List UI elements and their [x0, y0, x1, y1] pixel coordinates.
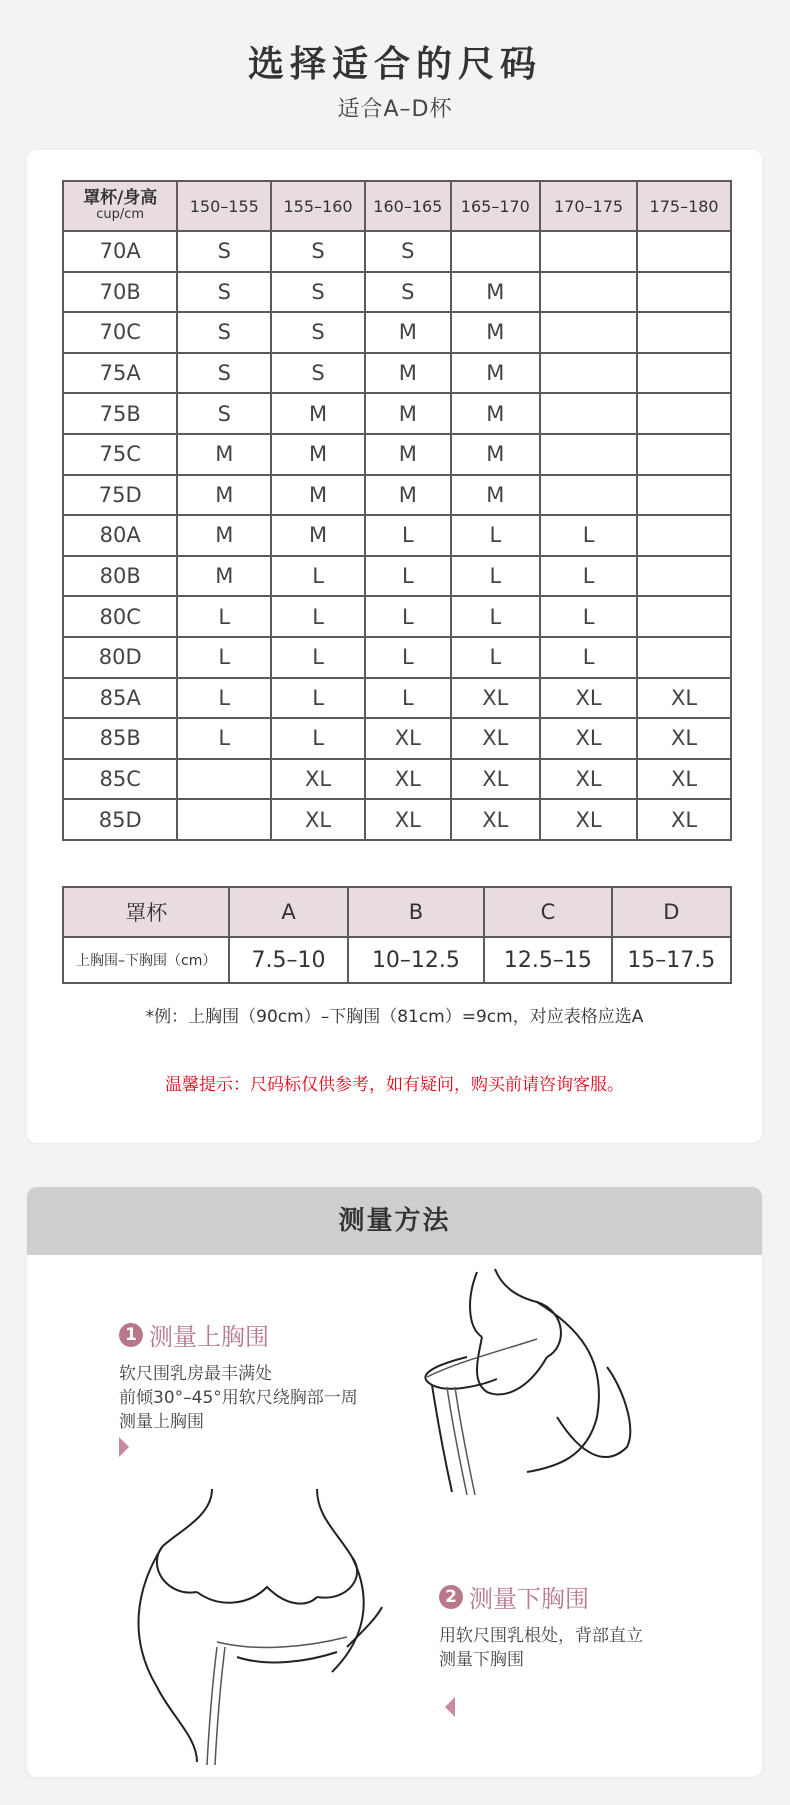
size-cell [540, 312, 637, 353]
size-cell: L [365, 678, 451, 719]
size-cell: XL [451, 799, 540, 840]
size-cell: L [271, 678, 365, 719]
size-cell [637, 637, 731, 678]
size-table-row [63, 312, 731, 353]
size-cell [540, 272, 637, 313]
size-cell: M [365, 393, 451, 434]
size-cell: M [365, 434, 451, 475]
step-1 [119, 1317, 358, 1434]
size-cell: M [365, 475, 451, 516]
size-cell: L [177, 718, 271, 759]
size-cell [637, 231, 731, 272]
size-table-row [63, 678, 731, 719]
size-cell [637, 556, 731, 597]
upper-bust-illustration [407, 1267, 707, 1497]
size-cell: S [177, 272, 271, 313]
size-cell [540, 475, 637, 516]
size-table-row [63, 596, 731, 637]
example-note: *例：上胸围（90cm）–下胸围（81cm）=9cm，对应表格应选A [145, 1007, 644, 1027]
cup-size-label: 70A [63, 231, 177, 272]
cup-cell: 10–12.5 [348, 937, 485, 983]
size-cell: L [451, 556, 540, 597]
step-2-title-text: 测量下胸围 [469, 1585, 589, 1613]
cup-size-label: 85A [63, 678, 177, 719]
cup-header: C [484, 887, 611, 937]
size-cell: M [451, 272, 540, 313]
size-cell: XL [540, 678, 637, 719]
cup-size-label: 80B [63, 556, 177, 597]
size-cell: L [365, 637, 451, 678]
step-2-title [439, 1579, 643, 1614]
size-cell: L [177, 596, 271, 637]
size-cell: L [451, 596, 540, 637]
step-1-title-text: 测量上胸围 [149, 1323, 269, 1351]
size-cell: XL [451, 759, 540, 800]
size-cell: L [271, 718, 365, 759]
size-cell: L [365, 515, 451, 556]
size-cell: S [177, 393, 271, 434]
size-table-body [63, 231, 731, 840]
cup-row-label: 上胸围–下胸围（cm） [63, 937, 229, 983]
size-table-row [63, 515, 731, 556]
cup-size-label: 80A [63, 515, 177, 556]
step-2 [439, 1579, 643, 1672]
size-cell: L [177, 637, 271, 678]
measure-title: 测量方法 [27, 1187, 762, 1255]
cup-table [62, 886, 732, 984]
size-cell: M [271, 515, 365, 556]
size-cell: M [365, 353, 451, 394]
cup-header: 罩杯 [63, 887, 229, 937]
corner-sub-label: cup/cm [96, 207, 145, 223]
size-cell: S [271, 312, 365, 353]
arrow-left-icon [445, 1697, 455, 1717]
cup-size-label: 80D [63, 637, 177, 678]
size-cell: M [177, 475, 271, 516]
size-cell: L [365, 596, 451, 637]
size-cell: S [177, 353, 271, 394]
size-cell [540, 353, 637, 394]
size-cell: L [271, 637, 365, 678]
size-cell [540, 434, 637, 475]
size-cell: S [177, 312, 271, 353]
size-cell: M [177, 556, 271, 597]
size-cell: XL [540, 759, 637, 800]
height-column-header: 165–170 [451, 181, 540, 231]
step-1-line: 前倾30°–45°用软尺绕胸部一周 [119, 1388, 358, 1408]
cup-header: B [348, 887, 485, 937]
size-cell: S [177, 231, 271, 272]
size-table-row [63, 556, 731, 597]
size-cell: M [271, 434, 365, 475]
corner-header [63, 181, 177, 231]
page-subtitle: 适合A–D杯 [337, 97, 453, 122]
size-cell [637, 272, 731, 313]
page-title: 选择适合的尺码 [247, 44, 542, 85]
step-1-desc [119, 1362, 358, 1434]
cup-size-label: 75C [63, 434, 177, 475]
size-cell: M [365, 312, 451, 353]
size-cell: S [365, 231, 451, 272]
size-cell: M [451, 393, 540, 434]
size-cell [637, 596, 731, 637]
height-column-header: 175–180 [637, 181, 731, 231]
size-table-row [63, 475, 731, 516]
size-cell: M [177, 515, 271, 556]
size-cell: L [365, 556, 451, 597]
size-cell: XL [271, 759, 365, 800]
size-cell: L [271, 556, 365, 597]
size-cell: S [271, 231, 365, 272]
size-cell [637, 515, 731, 556]
size-cell: S [271, 272, 365, 313]
size-table-row [63, 393, 731, 434]
under-bust-illustration [117, 1487, 417, 1767]
size-table [62, 180, 732, 841]
size-cell [637, 475, 731, 516]
cup-cell: 12.5–15 [484, 937, 611, 983]
size-cell: XL [365, 799, 451, 840]
size-cell: XL [365, 718, 451, 759]
warm-tip: 温馨提示：尺码标仅供参考，如有疑问，购买前请咨询客服。 [165, 1075, 624, 1095]
size-cell: M [451, 434, 540, 475]
cup-header: A [229, 887, 347, 937]
size-table-row [63, 434, 731, 475]
size-cell: XL [540, 799, 637, 840]
size-cell: XL [637, 799, 731, 840]
size-cell: XL [540, 718, 637, 759]
size-table-header-row [63, 181, 731, 231]
size-cell [540, 231, 637, 272]
size-table-row [63, 231, 731, 272]
step-2-number-icon: 2 [439, 1585, 463, 1609]
cup-size-label: 80C [63, 596, 177, 637]
height-column-header: 150–155 [177, 181, 271, 231]
arrow-right-icon [119, 1437, 129, 1457]
size-cell: XL [637, 718, 731, 759]
height-column-header: 170–175 [540, 181, 637, 231]
size-cell: S [271, 353, 365, 394]
size-cell: M [451, 312, 540, 353]
size-table-row [63, 637, 731, 678]
size-cell: M [271, 393, 365, 434]
measure-card [27, 1187, 762, 1777]
size-table-row [63, 759, 731, 800]
size-cell [637, 353, 731, 394]
size-cell: XL [637, 759, 731, 800]
size-cell: XL [451, 678, 540, 719]
cup-size-label: 75A [63, 353, 177, 394]
step-1-number-icon: 1 [119, 1323, 143, 1347]
step-1-title [119, 1317, 358, 1352]
cup-size-label: 75B [63, 393, 177, 434]
cup-cell: 7.5–10 [229, 937, 347, 983]
size-cell [451, 231, 540, 272]
size-cell: L [271, 596, 365, 637]
size-cell [637, 312, 731, 353]
size-cell: L [177, 678, 271, 719]
size-cell: S [365, 272, 451, 313]
size-cell [637, 434, 731, 475]
size-cell: M [271, 475, 365, 516]
size-cell: L [540, 515, 637, 556]
height-column-header: 155–160 [271, 181, 365, 231]
cup-table-row [63, 937, 731, 983]
cup-size-label: 85B [63, 718, 177, 759]
cup-size-label: 85D [63, 799, 177, 840]
size-cell [177, 759, 271, 800]
size-cell: XL [365, 759, 451, 800]
cup-size-label: 70B [63, 272, 177, 313]
size-cell: XL [451, 718, 540, 759]
size-cell: L [540, 637, 637, 678]
step-2-line: 测量下胸围 [439, 1650, 524, 1670]
size-cell: XL [637, 678, 731, 719]
cup-size-label: 75D [63, 475, 177, 516]
size-table-row [63, 718, 731, 759]
size-cell [540, 393, 637, 434]
size-cell: XL [271, 799, 365, 840]
size-chart-card [27, 150, 762, 1143]
size-cell: M [177, 434, 271, 475]
size-table-row [63, 799, 731, 840]
corner-main-label: 罩杯/身高 [83, 188, 158, 209]
size-cell [177, 799, 271, 840]
size-cell: L [540, 596, 637, 637]
size-cell: L [451, 515, 540, 556]
cup-size-label: 85C [63, 759, 177, 800]
step-1-line: 测量上胸围 [119, 1412, 204, 1432]
step-2-line: 用软尺围乳根处，背部直立 [439, 1626, 643, 1646]
step-1-line: 软尺围乳房最丰满处 [119, 1364, 272, 1384]
size-cell: M [451, 353, 540, 394]
height-column-header: 160–165 [365, 181, 451, 231]
step-2-desc [439, 1624, 643, 1672]
size-table-row [63, 353, 731, 394]
cup-header: D [612, 887, 731, 937]
size-cell [637, 393, 731, 434]
cup-cell: 15–17.5 [612, 937, 731, 983]
size-cell: L [451, 637, 540, 678]
size-table-row [63, 272, 731, 313]
size-cell: M [451, 475, 540, 516]
size-cell: L [540, 556, 637, 597]
cup-size-label: 70C [63, 312, 177, 353]
cup-table-header-row [63, 887, 731, 937]
